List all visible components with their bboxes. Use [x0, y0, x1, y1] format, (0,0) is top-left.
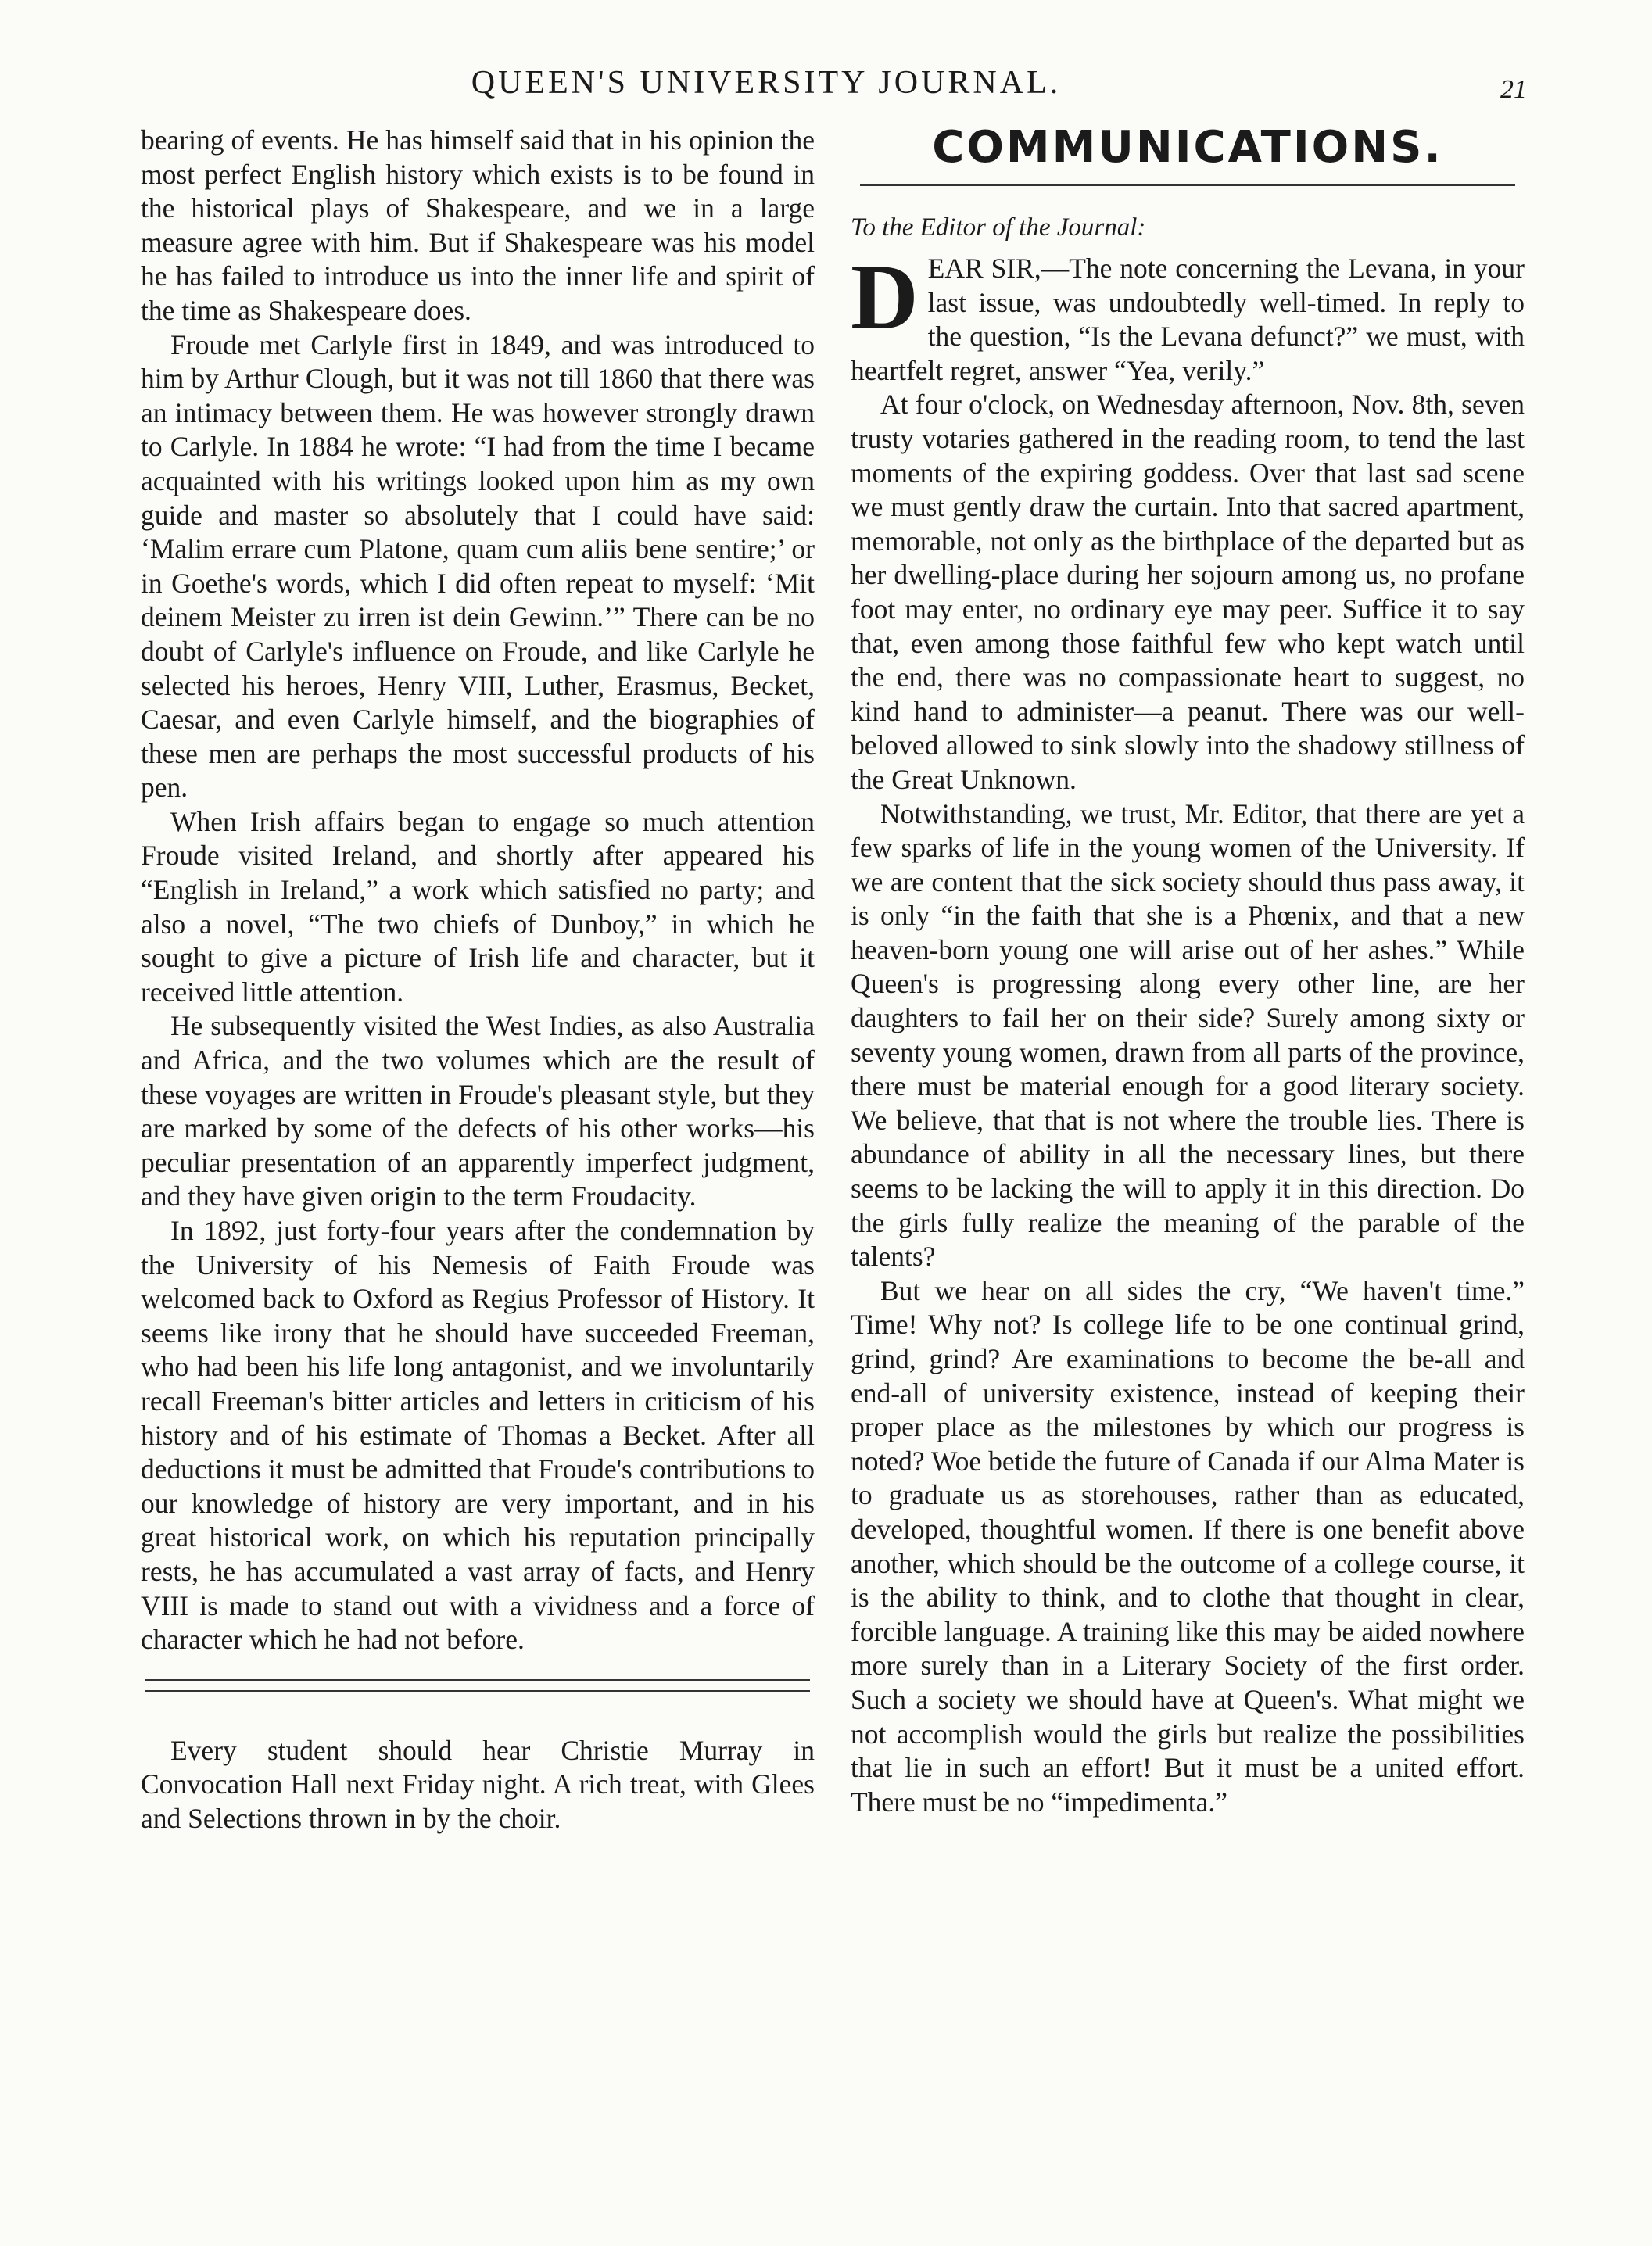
heading-rule — [860, 184, 1515, 186]
page-number: 21 — [1500, 75, 1527, 104]
letter-paragraph: But we hear on all sides the cry, “We haven't time.” Time! Why not? Is college life to be one continual grind, grind, grind? Are examinations to become the be-all and end-all of university existence, instead of keeping their proper place as the milestones by which our progress is noted? Woe betide the future of Canada if our Alma Mater is to graduate us as storehouses, rather than as educated, developed, thoughtful women. If there is one benefit above another, which should be the outcome of a college course, it is the ability to think, and to clothe that thought in clear, forcible language. A training like this may be aided nowhere more surely than in a Literary Society of the first order. Such a society we should have at Queen's. What might we not accomplish would the girls but realize the possibilities that lie in such an effort! But it must be a united effort. There must be no “impedimenta.” — [851, 1274, 1525, 1818]
article-paragraph: In 1892, just forty-four years after the condemnation by the University of his Nemesis of Faith Froude was welcomed back to Oxford as Regius Professor of History. It seems like irony that he should have succeeded Freeman, who had been his life long antagonist, and we involuntarily recall Freeman's bitter articles and letters in criticism of his history and of his estimate of Thomas a Becket. After all deductions it must be admitted that Froude's contributions to our knowledge of history are very important, and in his great historical work, on which his reputation principally rests, he has accumulated a vast array of facts, and Henry VIII is made to stand out with a vividness and a force of character which he had not before. — [141, 1215, 815, 1656]
letter-paragraph: At four o'clock, on Wednesday afternoon, Nov. 8th, seven trusty votaries gathered in the reading room, to tend the last moments of the expiring goddess. Over that last sad scene we must gently draw the curtain. Into that sacred apartment, memorable, not only as the birthplace of the departed but as her dwelling-place during her sojourn among us, no profane foot may enter, no ordinary eye may peer. Suffice it to say that, even among those faithful few who kept watch until the end, there was no compassionate heart to suggest, no kind hand to administer—a peanut. There was our well-beloved allowed to sink slowly into the shadowy stillness of the Great Unknown. — [851, 389, 1525, 795]
letter-paragraph: Notwithstanding, we trust, Mr. Editor, that there are yet a few sparks of life in the young women of the University. If we are content that the sick society should thus pass away, it is only “in the faith that she is a Phœnix, and that a new heaven-born young one will arise out of her ashes.” While Queen's is progressing along every other line, are her daughters to fail her on their side? Surely among sixty or seventy young women, drawn from all parts of the province, there must be material enough for a good literary society. We believe, that that is not where the trouble lies. There is abundance of ability in all the necessary lines, but there seems to be lacking the will to apply it in this direction. Do the girls fully realize the meaning of the parable of the talents? — [851, 797, 1525, 1273]
right-column — [851, 124, 1525, 1819]
salutation: To the Editor of the Journal: — [851, 213, 1146, 242]
left-column — [141, 124, 815, 1836]
letter-opening-paragraph — [851, 245, 1525, 388]
journal-title: QUEEN'S UNIVERSITY JOURNAL. — [471, 65, 1062, 101]
article-paragraph: bearing of events. He has himself said that in his opinion the most perfect English history which exists is to be found in the historical plays of Shakespeare, and we in a large measure agree with him. But if Shakespeare was his model he has failed to introduce us into the inner life and spirit of the time as Shakespeare does. — [141, 124, 815, 326]
running-head — [0, 64, 1652, 111]
article-paragraph: He subsequently visited the West Indies, as also Australia and Africa, and the two volumes which are the result of these voyages are written in Froude's pleasant style, but they are marked by some of the defects of his other works—his peculiar presentation of an apparently imperfect judgment, and they have given origin to the term Froudacity. — [141, 1010, 815, 1213]
notice-paragraph: Every student should hear Christie Murray in Convocation Hall next Friday night. A rich treat, with Glees and Selections thrown in by the choir. — [141, 1734, 815, 1834]
opening-text: EAR SIR,—The note concerning the Levana, in your last issue, was undoubtedly well-timed. In reply to the question, “Is the Levana defunct?” we must, with heartfelt regret, answer “Yea, verily.” — [851, 253, 1525, 386]
article-paragraph: When Irish affairs began to engage so much attention Froude visited Ireland, and shortly after appeared his “English in Ireland,” a work which satisfied no party; and also a novel, “The two chiefs of Dunboy,” in which he sought to give a picture of Irish life and character, but it received little attention. — [141, 805, 815, 1008]
article-paragraph: Froude met Carlyle first in 1849, and was introduced to him by Arthur Clough, but it was not till 1860 that there was an intimacy between them. He was however strongly drawn to Carlyle. In 1884 he wrote: “I had from the time I became acquainted with his writings looked upon him as my own guide and master so absolutely that I could have said: ‘Malim errare cum Platone, quam cum aliis bene sentire;’ or in Goethe's words, which I did often repeat to myself: ‘Mit deinem Meister zu irren ist dein Gewinn.’” There can be no doubt of Carlyle's influence on Froude, and like Carlyle he selected his heroes, Henry VIII, Luther, Erasmus, Becket, Caesar, and even Carlyle himself, and the biographies of these men are perhaps the most successful products of his pen. — [141, 328, 815, 804]
drop-cap: D — [851, 245, 919, 349]
section-divider — [145, 1679, 810, 1692]
section-heading: COMMUNICATIONS. — [932, 122, 1443, 173]
